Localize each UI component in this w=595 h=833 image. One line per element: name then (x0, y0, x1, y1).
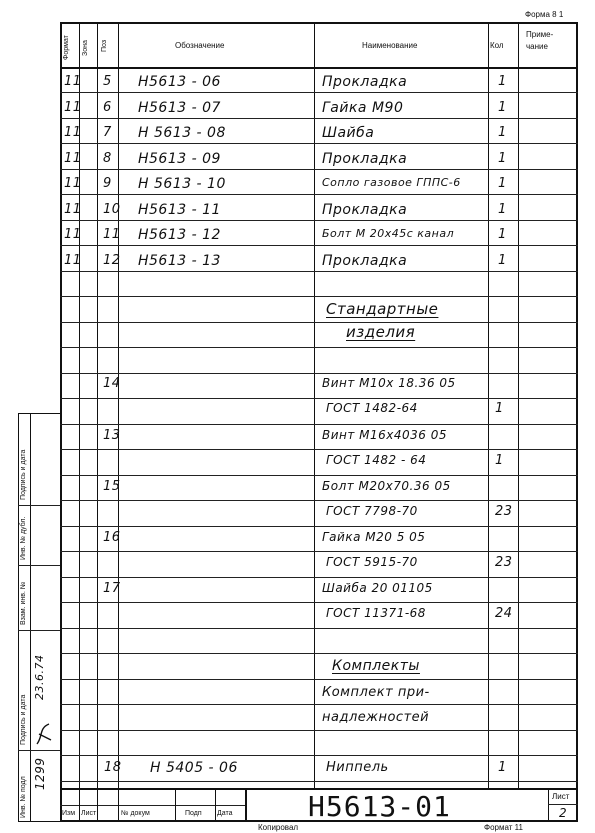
std-line1: Винт М16х4036 05 (322, 428, 448, 442)
side-inv-dubl: Инв. № дубл. (20, 516, 27, 560)
row-line (60, 781, 578, 782)
row-designation: Н5613 - 11 (138, 201, 221, 218)
row-designation: Н5613 - 13 (138, 252, 221, 269)
tb-izm: Изм (62, 810, 76, 817)
row-line (60, 449, 578, 450)
tb-docno: № докум (121, 810, 150, 817)
footer-format: Формат 11 (484, 823, 523, 832)
side-inv-no: 1299 (33, 757, 47, 790)
std-qty: 24 (495, 606, 513, 621)
row-line (60, 704, 578, 705)
row-name: Прокладка (322, 252, 408, 269)
side-col-line (30, 413, 31, 822)
row-line (60, 118, 578, 119)
title-block-line (548, 804, 578, 805)
side-line (18, 630, 60, 631)
row-line (60, 92, 578, 93)
std-qty: 1 (495, 453, 504, 468)
row-qty: 1 (498, 252, 507, 268)
tb-col (97, 788, 98, 822)
side-line (18, 505, 60, 506)
side-sign-date2: Подпись и дата (20, 449, 27, 500)
footer-copied: Копировал (258, 823, 299, 832)
row-qty: 1 (498, 74, 507, 89)
last-row-name: Ниппель (326, 760, 389, 775)
std-pos: 15 (103, 479, 121, 494)
row-line (60, 322, 578, 323)
row-pos: 9 (103, 176, 112, 191)
section-kits-title: Комплекты (332, 658, 420, 674)
side-vzam: Взам. инв. № (20, 581, 27, 625)
std-line1: Гайка М20 5 05 (322, 530, 426, 544)
side-line (18, 750, 60, 751)
row-line (60, 602, 578, 603)
row-designation: Н5613 - 06 (138, 74, 221, 90)
row-format: 11 (64, 201, 82, 217)
row-name: Гайка М90 (322, 99, 404, 116)
std-pos: 14 (103, 376, 121, 391)
side-sign-date1: Подпись и дата (20, 694, 27, 745)
row-designation: Н 5613 - 08 (138, 125, 226, 141)
row-line (60, 475, 578, 476)
tb-sheet-value: 2 (559, 806, 568, 820)
row-line (60, 424, 578, 425)
row-name: Прокладка (322, 150, 408, 167)
row-designation: Н5613 - 12 (138, 227, 221, 243)
row-pos: 11 (103, 227, 121, 242)
last-row-pos: 18 (104, 760, 122, 775)
header-pos: Поз (101, 39, 108, 52)
section-standard-title: Стандартные (326, 300, 439, 318)
col-line (314, 22, 315, 788)
row-designation: Н 5613 - 10 (138, 176, 226, 192)
tb-list: Лист (81, 810, 97, 817)
header-qty: Кол (490, 41, 504, 50)
row-pos: 10 (103, 201, 121, 217)
row-line (60, 347, 578, 348)
tb-date: Дата (217, 810, 233, 817)
tb-doc-number: Н5613-01 (308, 790, 451, 823)
row-pos: 7 (103, 125, 112, 140)
row-pos: 8 (103, 150, 112, 166)
side-inv-orig: Инв. № подл (20, 776, 27, 818)
row-pos: 12 (103, 252, 121, 268)
form-label: Форма 8 1 (525, 10, 564, 19)
side-date: 23.6.74 (33, 654, 46, 700)
row-line (60, 373, 578, 374)
row-format: 11 (64, 74, 82, 89)
col-line (97, 22, 98, 788)
tb-col (79, 788, 80, 822)
row-line (60, 169, 578, 170)
tb-sign: Подп (185, 810, 202, 817)
row-format: 11 (64, 227, 82, 242)
title-block-divider (548, 788, 549, 822)
std-line1: Шайба 20 01105 (322, 581, 433, 595)
std-pos: 16 (103, 530, 121, 545)
std-qty: 23 (495, 555, 513, 570)
row-name: Сопло газовое ГППС-6 (322, 176, 461, 189)
row-format: 11 (64, 252, 82, 268)
row-line (60, 551, 578, 552)
row-format: 11 (64, 150, 82, 166)
row-format: 11 (64, 125, 82, 140)
section-standard-subtitle: изделия (346, 323, 416, 341)
std-line2: ГОСТ 1482 - 64 (326, 453, 427, 467)
frame (60, 22, 578, 822)
row-line (60, 398, 578, 399)
header-note: Приме- чание (526, 30, 554, 51)
tb-col (118, 788, 119, 822)
row-qty: 1 (498, 201, 507, 217)
row-pos: 6 (103, 99, 112, 115)
col-line (518, 22, 519, 788)
title-block-divider (245, 788, 247, 822)
std-pos: 17 (103, 581, 121, 596)
std-line2: ГОСТ 7798-70 (326, 504, 418, 518)
row-line (60, 526, 578, 527)
tb-col (215, 788, 216, 822)
col-line (488, 22, 489, 788)
row-qty: 1 (498, 99, 507, 115)
row-designation: Н5613 - 07 (138, 99, 221, 116)
signature (33, 720, 55, 748)
row-name: Прокладка (322, 201, 408, 218)
row-line (60, 245, 578, 246)
std-line2: ГОСТ 5915-70 (326, 555, 418, 569)
header-format: Формат (63, 35, 70, 60)
std-line1: Болт М20х70.36 05 (322, 479, 451, 493)
tb-col (175, 788, 176, 822)
row-line (60, 220, 578, 221)
row-pos: 5 (103, 74, 112, 89)
row-qty: 1 (498, 125, 507, 140)
std-line2: ГОСТ 1482-64 (326, 401, 418, 415)
row-line (60, 500, 578, 501)
std-line2: ГОСТ 11371-68 (326, 606, 426, 620)
row-line (60, 628, 578, 629)
row-line (60, 143, 578, 144)
row-line (60, 194, 578, 195)
std-qty: 23 (495, 504, 513, 519)
header-line (60, 67, 578, 69)
row-name: Шайба (322, 125, 375, 141)
row-line (60, 296, 578, 297)
col-line (118, 22, 119, 788)
header-designation: Обозначение (175, 41, 225, 50)
row-qty: 1 (498, 227, 507, 242)
last-row-qty: 1 (498, 760, 507, 775)
std-pos: 13 (103, 428, 121, 443)
kit-text-1: Комплект при- (322, 685, 430, 700)
row-name: Прокладка (322, 74, 408, 90)
row-line (60, 755, 578, 756)
row-line (60, 271, 578, 272)
row-line (60, 653, 578, 654)
row-format: 11 (64, 99, 82, 115)
kit-text-2: надлежностей (322, 710, 430, 725)
row-qty: 1 (498, 150, 507, 166)
row-format: 11 (64, 176, 82, 191)
row-line (60, 679, 578, 680)
row-qty: 1 (498, 176, 507, 191)
row-line (60, 730, 578, 731)
row-designation: Н5613 - 09 (138, 150, 221, 167)
std-qty: 1 (495, 401, 504, 416)
last-row-designation: Н 5405 - 06 (150, 760, 238, 776)
header-name: Наименование (362, 41, 418, 50)
row-name: Болт М 20х45с канал (322, 227, 455, 240)
tb-sheet-label: Лист (552, 792, 570, 801)
header-zone: Зона (82, 40, 89, 56)
side-line (18, 565, 60, 566)
title-block-line (60, 805, 245, 806)
std-line1: Винт М10х 18.36 05 (322, 376, 456, 390)
row-line (60, 577, 578, 578)
